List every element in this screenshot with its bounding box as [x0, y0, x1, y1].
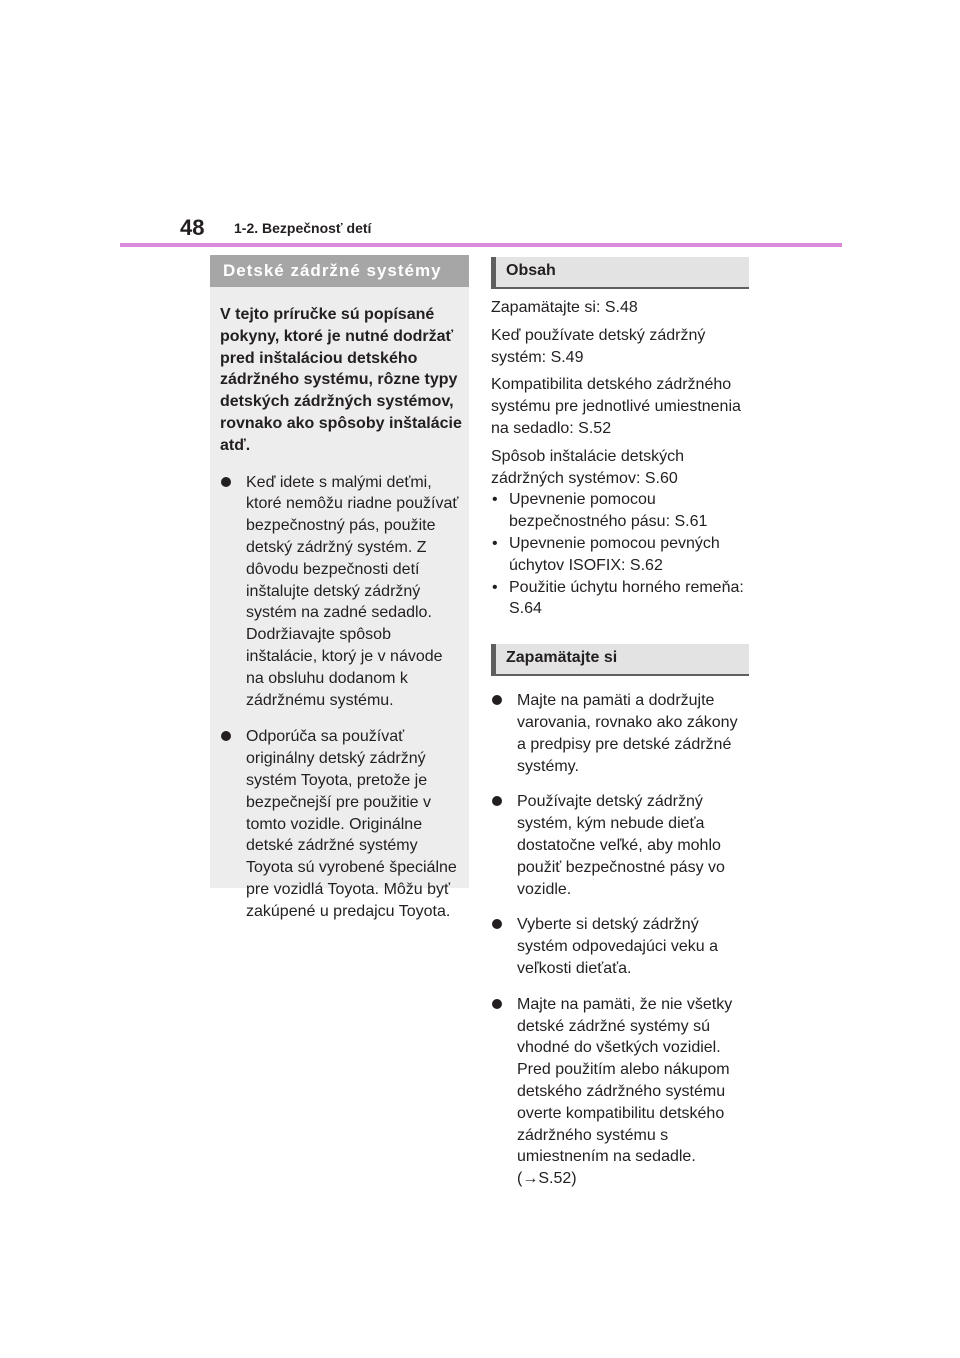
child-restraint-heading: Detské zádržné systémy [210, 255, 469, 287]
bullet-text: Keď idete s malými deťmi, ktoré nemôžu riadne používať bezpečnostný pás, použite detský zádržný systém. Z dôvodu bezpečnosti detí inštalujte detský zádržný systém na zadné sedadlo. Dodržiavajte spôsob inštalácie, ktorý je v návode na obsluhu dodanom k zádržnému systému. [246, 473, 459, 709]
contents-item: Zapamätajte si: S.48 [491, 299, 638, 316]
bullet-icon [221, 731, 231, 741]
header-rule [120, 243, 842, 247]
bullet-icon [492, 919, 502, 929]
info-bullet-list [220, 472, 463, 923]
page-number: 48 [180, 215, 205, 240]
contents-sub-list [491, 489, 749, 620]
section-title: 1-2. Bezpečnosť detí [234, 220, 372, 236]
bullet-text: Odporúča sa používať originálny detský zádržný systém Toyota, pretože je bezpečnejší pre použitie v tomto vozidle. Originálne detské zádržné systémy Toyota sú vyrobené špeciálne pre vozidlá Toyota. Môžu byť zakúpené u predajcu Toyota. [246, 728, 457, 920]
bullet-icon [221, 477, 231, 487]
list-item [491, 994, 749, 1190]
sub-bullet-icon: • [492, 491, 498, 509]
list-item [491, 791, 749, 900]
bullet-text: Vyberte si detský zádržný systém odpovedajúci veku a veľkosti dieťaťa. [517, 916, 718, 977]
remember-bullet-list [491, 690, 749, 1190]
contents-item: Spôsob inštalácie detských zádržných systémov: S.60 [491, 447, 684, 487]
contents-heading: Obsah [491, 257, 749, 289]
remember-heading: Zapamätajte si [491, 644, 749, 676]
intro-text: V tejto príručke sú popísané pokyny, ktoré je nutné dodržať pred inštaláciou detského zádržného systému, rôzne typy detských zádržných systémov, rovnako ako spôsoby inštalácie atď. [220, 306, 462, 454]
bullet-icon [492, 695, 502, 705]
bullet-icon [492, 796, 502, 806]
sub-bullet-icon: • [492, 534, 498, 552]
right-column [491, 257, 749, 1190]
bullet-text: Používajte detský zádržný systém, kým nebude dieťa dostatočne veľké, aby mohlo použiť bezpečnostné pásy vo vozidle. [517, 793, 725, 898]
contents-list [491, 297, 749, 620]
info-box [210, 287, 469, 920]
sub-item-text: Upevnenie pomocou bezpečnostného pásu: S.61 [509, 491, 708, 531]
bullet-icon [492, 999, 502, 1009]
list-item [491, 690, 749, 777]
list-item [491, 533, 749, 577]
sub-bullet-icon: • [492, 578, 498, 596]
contents-item: Kompatibilita detského zádržného systému pre jednotlivé umiestnenia na sedadlo: S.52 [491, 376, 741, 437]
list-item [491, 489, 749, 533]
list-item [491, 577, 749, 621]
list-item [220, 472, 463, 712]
bullet-text: Majte na pamäti a dodržujte varovania, rovnako ako zákony a predpisy pre detské zádržné systémy. [517, 692, 738, 775]
list-item [220, 726, 463, 922]
bullet-text: Majte na pamäti, že nie všetky detské zádržné systémy sú vhodné do všetkých vozidiel. Pred použitím alebo nákupom detského zádržného systému overte kompatibilitu detského zádržného systému s umiestnením na sedadle. (→S.52) [517, 995, 733, 1188]
sub-item-text: Upevnenie pomocou pevných úchytov ISOFIX: S.62 [509, 534, 720, 574]
sub-item-text: Použitie úchytu horného remeňa: S.64 [509, 578, 744, 618]
contents-item: Keď používate detský zádržný systém: S.49 [491, 326, 706, 366]
list-item [491, 914, 749, 979]
